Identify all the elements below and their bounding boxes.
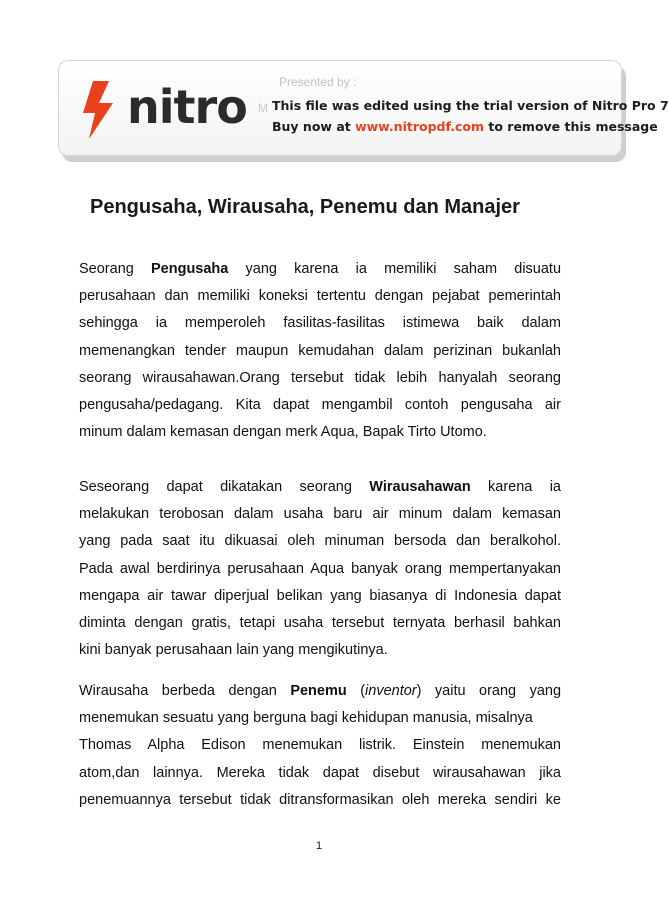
term-pengusaha: Pengusaha: [151, 261, 229, 277]
paragraph-pengusaha: [79, 256, 561, 446]
page-number: 1: [315, 840, 323, 852]
term-inventor: inventor: [365, 683, 417, 699]
text-run: ) yaitu orang yang: [416, 683, 562, 699]
paragraph-line: Pada awal berdirinya perusahaan Aqua banyak orang mempertanyakan: [79, 560, 561, 577]
paragraph-line: [79, 678, 561, 705]
paragraph-line: atom,dan lainnya. Mereka tidak dapat disebut wirausahawan jika: [79, 764, 561, 781]
paragraph-line: melakukan terobosan dalam usaha baru air minum dalam kemasan: [79, 506, 561, 523]
text-run: Wirausaha berbeda dengan: [79, 683, 277, 699]
paragraph-line: [79, 474, 561, 501]
paragraph-line: [79, 256, 561, 283]
paragraph-line: penemuannya tersebut tidak ditransformasikan oleh mereka sendiri ke: [79, 791, 561, 808]
paragraph-penemu: [79, 678, 561, 814]
paragraph-line: Thomas Alpha Edison menemukan listrik. Einstein menemukan: [79, 737, 561, 754]
term-wirausahawan: Wirausahawan: [369, 479, 471, 495]
nitro-logo: [79, 77, 249, 143]
text-run: Seorang: [79, 261, 134, 277]
trial-line2-suffix: to remove this message: [484, 119, 658, 134]
nitro-trial-banner: [58, 60, 669, 156]
text-run: Seseorang dapat dikatakan seorang: [79, 479, 352, 495]
trial-line2-prefix: Buy now at: [272, 119, 356, 134]
paragraph-line: yang pada saat itu dikuasai oleh minuman bersoda dan beralkohol.: [79, 533, 561, 550]
paragraph-line: minum dalam kemasan dengan merk Aqua, Bapak Tirto Utomo.: [79, 424, 487, 441]
paragraph-line: memenangkan tender maupun kemudahan dalam perizinan bukanlah: [79, 342, 561, 359]
paragraph-line: sehingga ia memperoleh fasilitas-fasilitas istimewa baik dalam: [79, 315, 561, 332]
trial-message-line1: This file was edited using the trial version of Nitro Pro 7: [272, 98, 669, 113]
presented-by-label: Presented by :: [279, 75, 357, 89]
text-run: yang karena ia memiliki saham disuatu: [245, 261, 562, 277]
nitro-flame-icon: [79, 77, 127, 143]
text-run: karena ia: [488, 479, 561, 495]
nitro-logo-text: nitro: [127, 80, 247, 134]
paragraph-line: perusahaan dan memiliki koneksi tertentu dengan pejabat pemerintah: [79, 288, 561, 305]
term-penemu: Penemu: [290, 683, 347, 699]
paragraph-wirausahawan: [79, 474, 561, 664]
paragraph-line: mengapa air tawar diperjual belikan yang biasanya di Indonesia dapat: [79, 587, 561, 604]
paragraph-line: menemukan sesuatu yang berguna bagi kehidupan manusia, misalnya: [79, 710, 533, 727]
trial-message-line2: [272, 119, 658, 134]
document-title: Pengusaha, Wirausaha, Penemu dan Manajer: [90, 196, 520, 218]
paragraph-line: diminta dengan gratis, tetapi usaha tersebut ternyata berhasil bahkan: [79, 615, 561, 632]
ghost-text: M: [258, 101, 268, 115]
paragraph-line: kini banyak perusahaan lain yang mengikutinya.: [79, 642, 388, 659]
paragraph-line: seorang wirausahawan.Orang tersebut tidak lebih hanyalah seorang: [79, 369, 561, 386]
text-run: (: [360, 683, 366, 699]
nitro-website-link[interactable]: www.nitropdf.com: [355, 119, 485, 134]
paragraph-line: pengusaha/pedagang. Kita dapat mengambil contoh pengusaha air: [79, 397, 561, 414]
